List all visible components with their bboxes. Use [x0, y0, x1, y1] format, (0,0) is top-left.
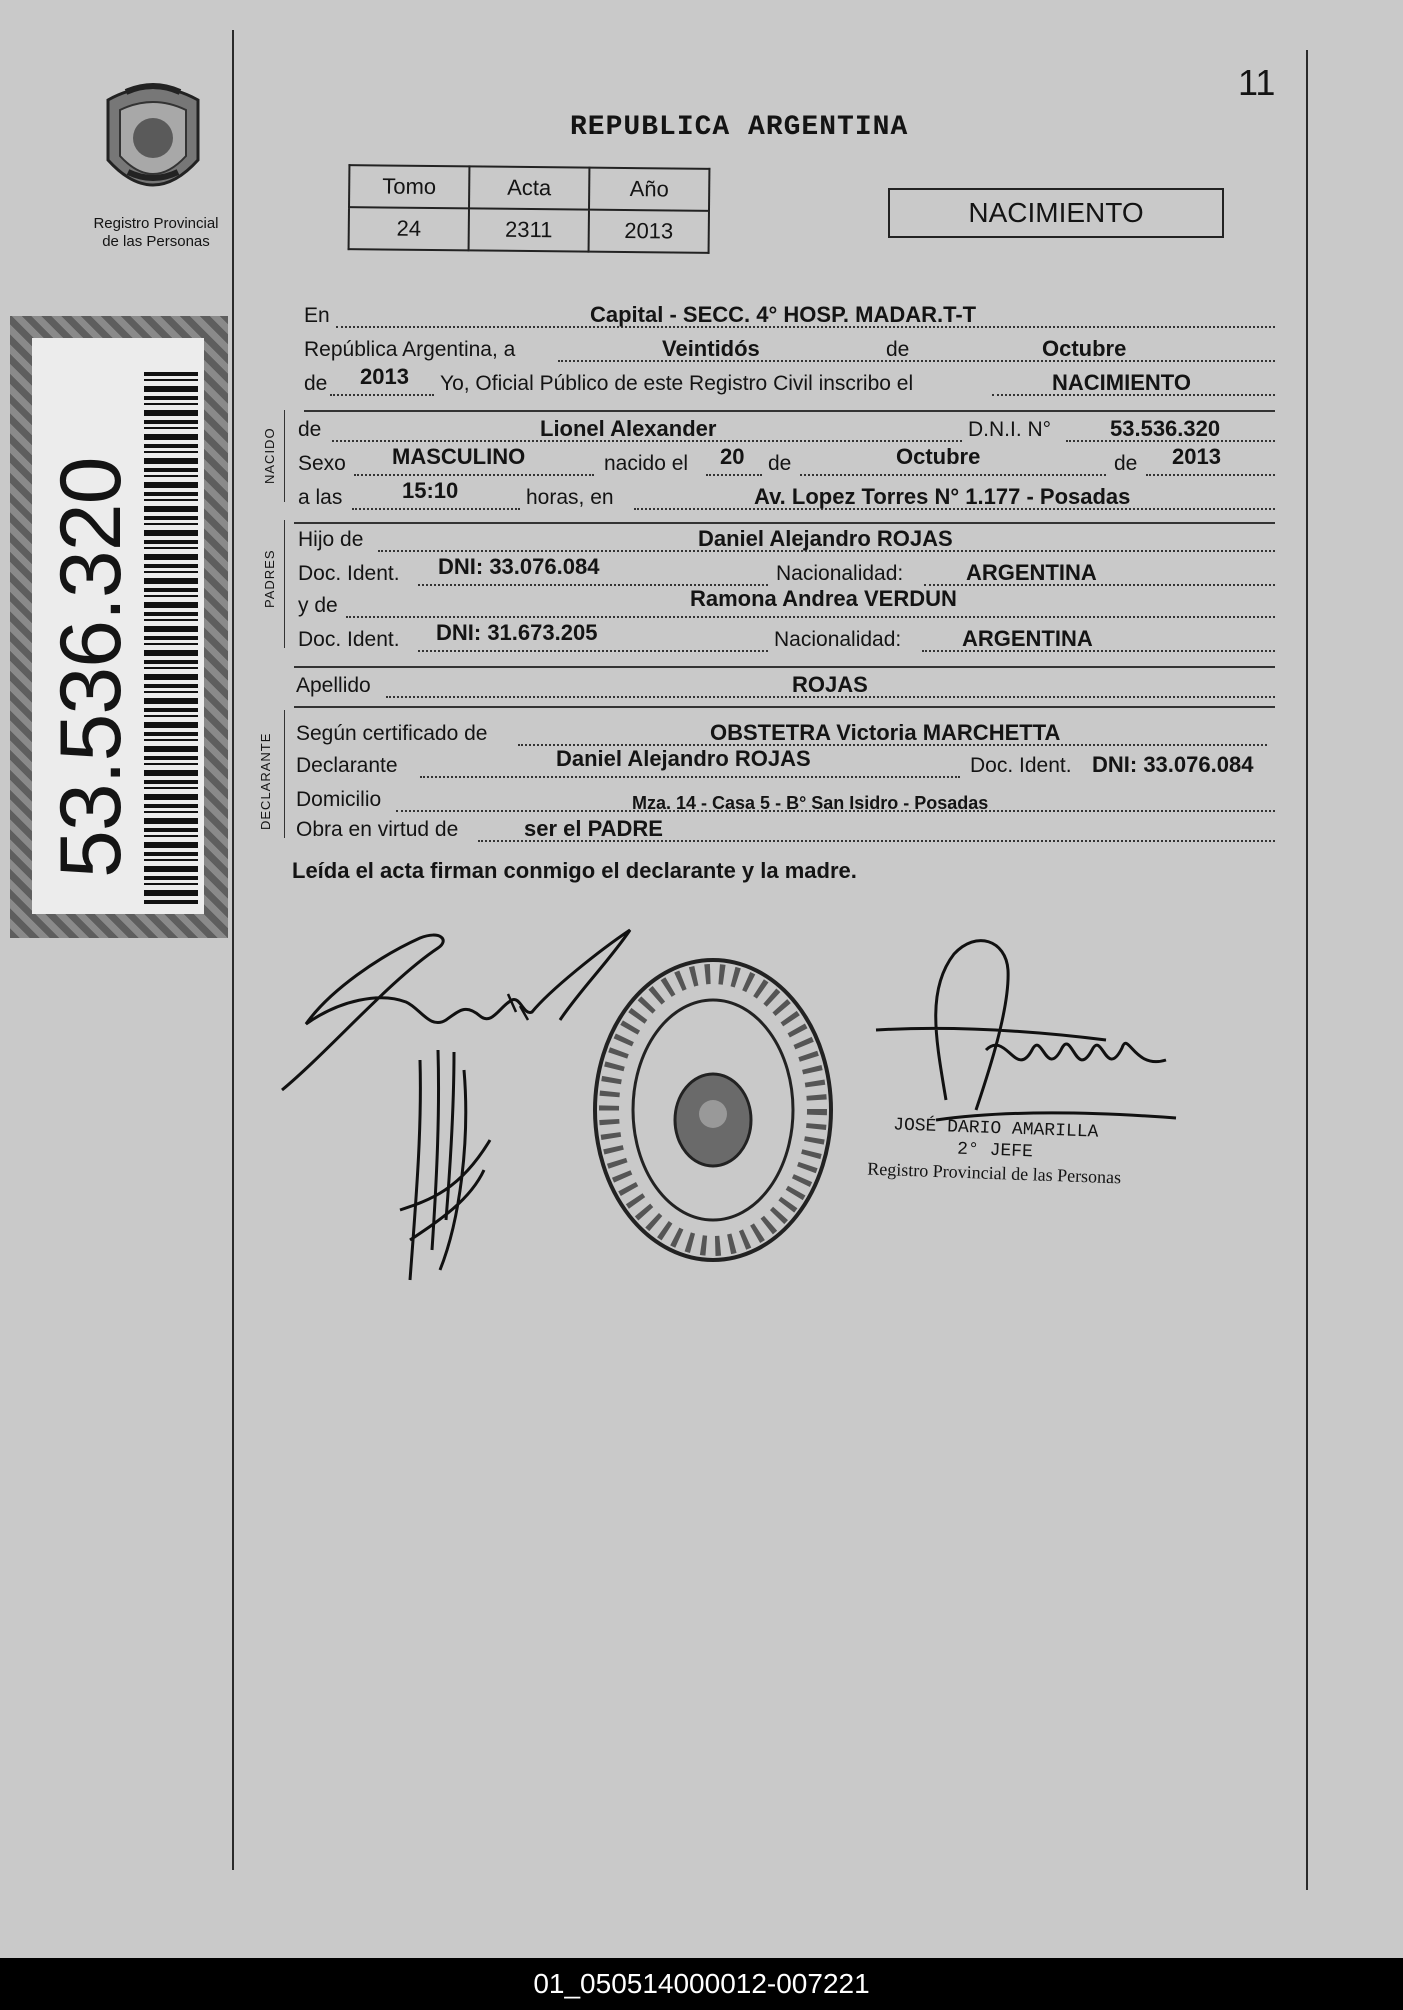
child-name-value: Lionel Alexander	[540, 416, 717, 441]
official-seal-stamp	[590, 954, 836, 1266]
child-dni-value: 53.536.320	[1110, 416, 1221, 441]
father-doc-value: DNI: 33.076.084	[438, 554, 600, 579]
provincial-logo	[98, 80, 208, 210]
tomo-value: 24	[349, 207, 469, 250]
declarante-label: Declarante	[296, 754, 398, 777]
official-name: JOSÉ DARIO AMARILLA	[892, 1115, 1099, 1143]
time-value: 15:10	[402, 478, 459, 503]
obra-label: Obra en virtud de	[296, 818, 459, 841]
row-father-doc	[296, 554, 1275, 588]
barcode-icon	[144, 372, 198, 904]
sexo-label: Sexo	[298, 452, 346, 475]
day-value: Veintidós	[662, 336, 760, 361]
birth-day-dots	[706, 472, 762, 476]
birth-year-value: 2013	[1172, 444, 1221, 469]
row-certificado	[296, 718, 1275, 748]
year-value: 2013	[360, 364, 409, 389]
nacido-side-rule	[284, 410, 285, 502]
month-value: Octubre	[1042, 336, 1127, 361]
official-signature	[866, 930, 1186, 1130]
reference-table	[348, 164, 711, 254]
row-hora	[296, 478, 1275, 512]
horas-en-label: horas, en	[526, 486, 614, 509]
side-label-nacido: NACIDO	[262, 427, 277, 484]
row-hijo-de	[296, 524, 1275, 554]
rule-declarante-top	[294, 706, 1275, 708]
declarante-doc-value: DNI: 33.076.084	[1092, 752, 1254, 777]
row-obra	[296, 814, 1275, 844]
barcode-number: 53.536.320	[43, 457, 139, 878]
row-oficial	[296, 364, 1275, 398]
hijo-de-label: Hijo de	[298, 528, 364, 551]
certificado-value: OBSTETRA Victoria MARCHETTA	[710, 720, 1061, 745]
side-label-padres: PADRES	[262, 549, 277, 608]
page-number: 11	[1238, 62, 1276, 103]
mother-signature	[380, 1040, 500, 1290]
birth-place-value: Av. Lopez Torres N° 1.177 - Posadas	[754, 484, 1131, 509]
row-en	[296, 300, 1275, 330]
birth-month-value: Octubre	[896, 444, 981, 469]
closing-statement: Leída el acta firman conmigo el declarante y la madre.	[292, 858, 857, 883]
mother-doc-label: Doc. Ident.	[298, 628, 400, 651]
nacido-el-label: nacido el	[604, 452, 689, 475]
row-apellido	[296, 670, 1275, 700]
acta-label: Acta	[469, 166, 589, 209]
sexo-dots	[354, 472, 594, 476]
mother-nat-label: Nacionalidad:	[774, 628, 902, 651]
anio-value: 2013	[589, 210, 709, 253]
mother-doc-value: DNI: 31.673.205	[436, 620, 598, 645]
nacido-de-label: de	[298, 418, 322, 441]
obra-value: ser el PADRE	[524, 816, 663, 841]
row-republica	[296, 334, 1275, 364]
dni-label: D.N.I. N°	[968, 418, 1052, 441]
en-label: En	[304, 304, 330, 327]
father-nationality-value: ARGENTINA	[966, 560, 1097, 585]
row-y-de	[296, 586, 1275, 620]
padres-side-rule	[284, 520, 285, 648]
birth-year-dots	[1146, 472, 1275, 476]
rule-apellido-top	[294, 666, 1275, 668]
mother-doc-dots	[418, 648, 768, 652]
barcode-label	[32, 338, 204, 914]
en-value: Capital - SECC. 4° HOSP. MADAR.T-T	[590, 302, 977, 327]
barcode-panel	[10, 316, 228, 938]
apellido-label: Apellido	[296, 674, 371, 697]
sexo-value: MASCULINO	[392, 444, 526, 469]
row-domicilio	[296, 784, 1275, 814]
document-title: REPUBLICA ARGENTINA	[570, 112, 909, 143]
republica-label: República Argentina, a	[304, 338, 516, 361]
birth-day-value: 20	[720, 444, 745, 469]
a-las-label: a las	[298, 486, 343, 509]
logo-caption-line1: Registro Provincial	[93, 215, 219, 232]
anio-label: Año	[589, 168, 709, 211]
right-border-line	[1306, 50, 1308, 1890]
acta-value: 2311	[469, 208, 589, 251]
mother-dots	[346, 614, 1275, 618]
de-label-2: de	[304, 372, 328, 395]
logo-caption	[76, 215, 236, 251]
domicilio-label: Domicilio	[296, 788, 382, 811]
mother-nationality-value: ARGENTINA	[962, 626, 1093, 651]
acto-value: NACIMIENTO	[1052, 370, 1191, 395]
declarante-side-rule	[284, 710, 285, 838]
tomo-label: Tomo	[349, 165, 469, 208]
father-nat-label: Nacionalidad:	[776, 562, 904, 585]
y-de-label: y de	[298, 594, 338, 617]
declarante-value: Daniel Alejandro ROJAS	[556, 746, 811, 771]
footer-code: 01_050514000012-007221	[0, 1958, 1403, 2010]
declarante-doc-label: Doc. Ident.	[970, 754, 1072, 777]
official-stamp	[867, 1114, 1123, 1189]
record-type-box: NACIMIENTO	[888, 188, 1224, 238]
row-sexo	[296, 444, 1275, 478]
nacido-de-label-3: de	[1114, 452, 1138, 475]
side-label-declarante: DECLARANTE	[258, 732, 273, 830]
time-dots	[352, 506, 520, 510]
oficial-text: Yo, Oficial Público de este Registro Civil inscribo el	[440, 372, 914, 395]
year-dots	[330, 392, 434, 396]
row-declarante	[296, 746, 1275, 780]
birth-month-dots	[800, 472, 1106, 476]
row-nacido-name	[296, 414, 1275, 444]
official-office: Registro Provincial de las Personas	[866, 1158, 1122, 1188]
nacido-de-label-2: de	[768, 452, 792, 475]
domicilio-value: Mza. 14 - Casa 5 - B° San Isidro - Posadas	[632, 793, 989, 813]
father-name-value: Daniel Alejandro ROJAS	[698, 526, 953, 551]
father-doc-label: Doc. Ident.	[298, 562, 400, 585]
apellido-value: ROJAS	[792, 672, 868, 697]
certificado-label: Según certificado de	[296, 722, 488, 745]
rule-nacido-top	[304, 410, 1275, 412]
de-label: de	[886, 338, 910, 361]
row-mother-doc	[296, 620, 1275, 654]
declarante-dots	[420, 774, 960, 778]
logo-caption-line2: de las Personas	[102, 233, 210, 250]
mother-name-value: Ramona Andrea VERDUN	[690, 586, 957, 611]
left-border-line	[232, 30, 234, 1870]
official-title: 2° JEFE	[956, 1139, 1034, 1163]
